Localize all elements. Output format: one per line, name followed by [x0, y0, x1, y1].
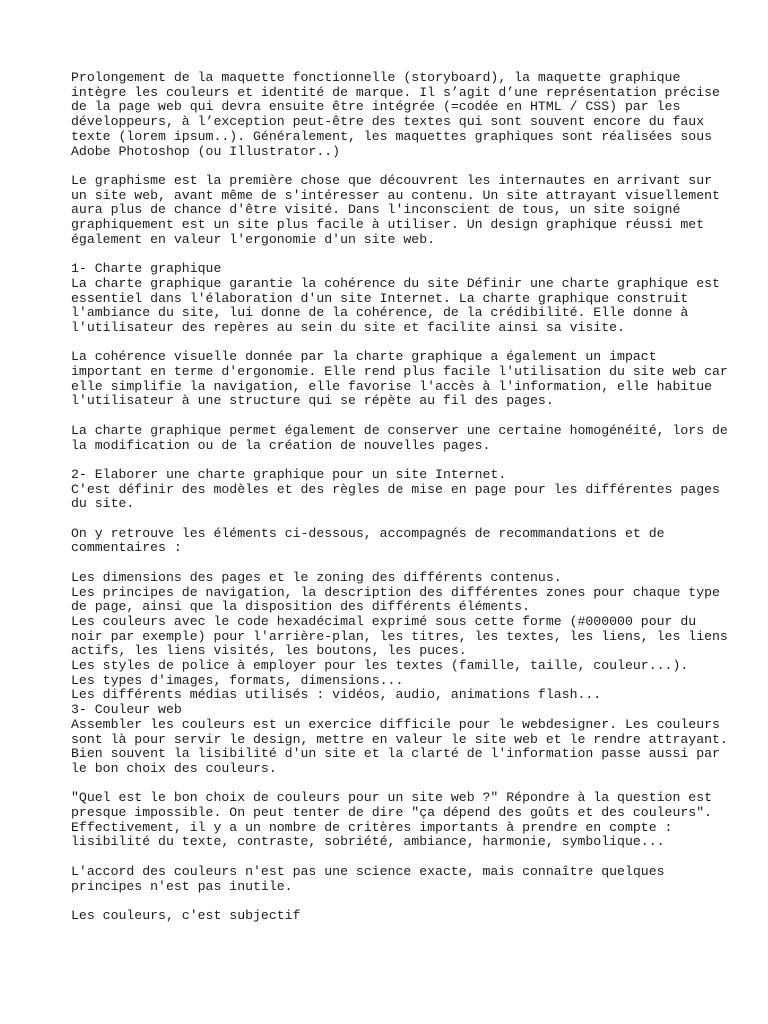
section-heading: 1- Charte graphique [71, 261, 222, 277]
list-item: Les différents médias utilisés : vidéos, audio, animations flash... [71, 687, 602, 703]
text-line: sont là pour servir le design, mettre en valeur le site web et le rendre attrayant. [71, 731, 728, 747]
text-line: commentaires : [71, 540, 182, 556]
text-line: Le graphisme est la première chose que découvrent les internautes en arrivant sur [71, 172, 713, 188]
text-line: "Quel est le bon choix de couleurs pour un site web ?" Répondre à la question est [71, 790, 713, 806]
document-page [71, 70, 728, 938]
text-line: de la page web qui devra ensuite être intégrée (=codée en HTML / CSS) par les [71, 99, 681, 115]
text-line: essentiel dans l'élaboration d'un site Internet. La charte graphique construit [71, 290, 689, 306]
list-item: Les principes de navigation, la description des différentes zones pour chaque type [71, 584, 720, 600]
section-heading: 3- Couleur web [71, 702, 182, 718]
paragraph-bon-choix-couleurs [71, 791, 711, 850]
section-elaborer-charte [71, 466, 720, 512]
text-line: Adobe Photoshop (ou Illustrator..) [71, 143, 341, 159]
paragraph-coherence-visuelle [71, 349, 728, 409]
text-line: un site web, avant même de s'intéresser au contenu. Un site attrayant visuellement [71, 187, 720, 203]
text-line: également en valeur l'ergonomie d'un site web. [71, 231, 436, 247]
list-item: Les couleurs avec le code hexadécimal exprimé sous cette forme (#000000 pour du [71, 613, 697, 629]
text-line: C'est définir des modèles et des règles de mise en page pour les différentes pages [71, 481, 720, 497]
text-line: l'utilisateur à une structure qui se répète au fil des pages. [71, 393, 554, 409]
text-line: La charte graphique permet également de conserver une certaine homogénéité, lors de [71, 422, 728, 438]
text-line: L'accord des couleurs n'est pas une science exacte, mais connaître quelques [71, 863, 665, 879]
text-line: de page, ainsi que la disposition des différents éléments. [71, 599, 530, 615]
text-line: Effectivement, il y a un nombre de critères importants à prendre en compte : [71, 819, 673, 835]
text-line: Les couleurs, c'est subjectif [71, 907, 301, 923]
text-line: Prolongement de la maquette fonctionnelle (storyboard), la maquette graphique [71, 70, 681, 85]
text-line: La cohérence visuelle donnée par la charte graphique a également un impact [71, 349, 657, 365]
text-line: le bon choix des couleurs. [71, 760, 277, 776]
text-line: lisibilité du texte, contraste, sobriété, ambiance, harmonie, symbolique... [71, 834, 665, 850]
text-line: aura plus de chance d'être visité. Dans l'inconscient de tous, un site soigné [71, 202, 681, 218]
text-line: du site. [71, 496, 135, 512]
text-line: elle simplifie la navigation, elle favorise l'accès à l'information, elle habitue [71, 378, 713, 394]
text-line: l'utilisateur des repères au sein du site et facilite ainsi sa visite. [71, 319, 625, 335]
list-item: Les types d'images, formats, dimensions... [71, 672, 404, 688]
text-line: principes n'est pas inutile. [71, 878, 293, 894]
paragraph-couleurs-subjectif [71, 909, 711, 924]
text-line: presque impossible. On peut tenter de dire "ça dépend des goûts et des couleurs". [71, 805, 713, 821]
paragraph-maquette-graphique [71, 70, 720, 159]
text-line: l'ambiance du site, lui donne de la cohérence, de la crédibilité. Elle donne à [71, 305, 689, 321]
paragraph-graphisme [71, 172, 720, 248]
text-line: Bien souvent la lisibilité d'un site et la clarté de l'information passe aussi par [71, 746, 720, 762]
section-heading: 2- Elaborer une charte graphique pour un site Internet. [71, 466, 507, 482]
paragraph-homogeneite [71, 422, 728, 453]
paragraph-liste-elements-couleur-web [71, 569, 728, 777]
text-line: texte (lorem ipsum..). Généralement, les maquettes graphiques sont réalisées sous [71, 128, 713, 144]
text-line: développeurs, à l’exception peut-être des textes qui sont souvent encore du faux [71, 114, 705, 130]
list-item: Les styles de police à employer pour les textes (famille, taille, couleur...). [71, 658, 689, 674]
section-charte-graphique [71, 261, 720, 336]
text-line: La charte graphique garantie la cohérence du site Définir une charte graphique est [71, 275, 720, 291]
text-line: Assembler les couleurs est un exercice difficile pour le webdesigner. Les couleurs [71, 716, 720, 732]
text-line: noir par exemple) pour l'arrière-plan, les titres, les textes, les liens, les liens [71, 628, 728, 644]
text-line: intègre les couleurs et identité de marque. Il s’agit d’une représentation précise [71, 84, 720, 100]
text-line: actifs, les liens visités, les boutons, les puces. [71, 643, 467, 659]
text-line: la modification ou de la création de nouvelles pages. [71, 437, 491, 453]
paragraph-accord-couleurs [71, 865, 711, 894]
text-line: graphiquement est un site plus facile à utiliser. Un design graphique réussi met [71, 217, 705, 233]
text-line: important en terme d'ergonomie. Elle rend plus facile l'utilisation du site web car [71, 364, 728, 380]
list-item: Les dimensions des pages et le zoning des différents contenus. [71, 569, 562, 585]
text-line: On y retrouve les éléments ci-dessous, accompagnés de recommandations et de [71, 525, 665, 541]
paragraph-elements [71, 527, 711, 556]
